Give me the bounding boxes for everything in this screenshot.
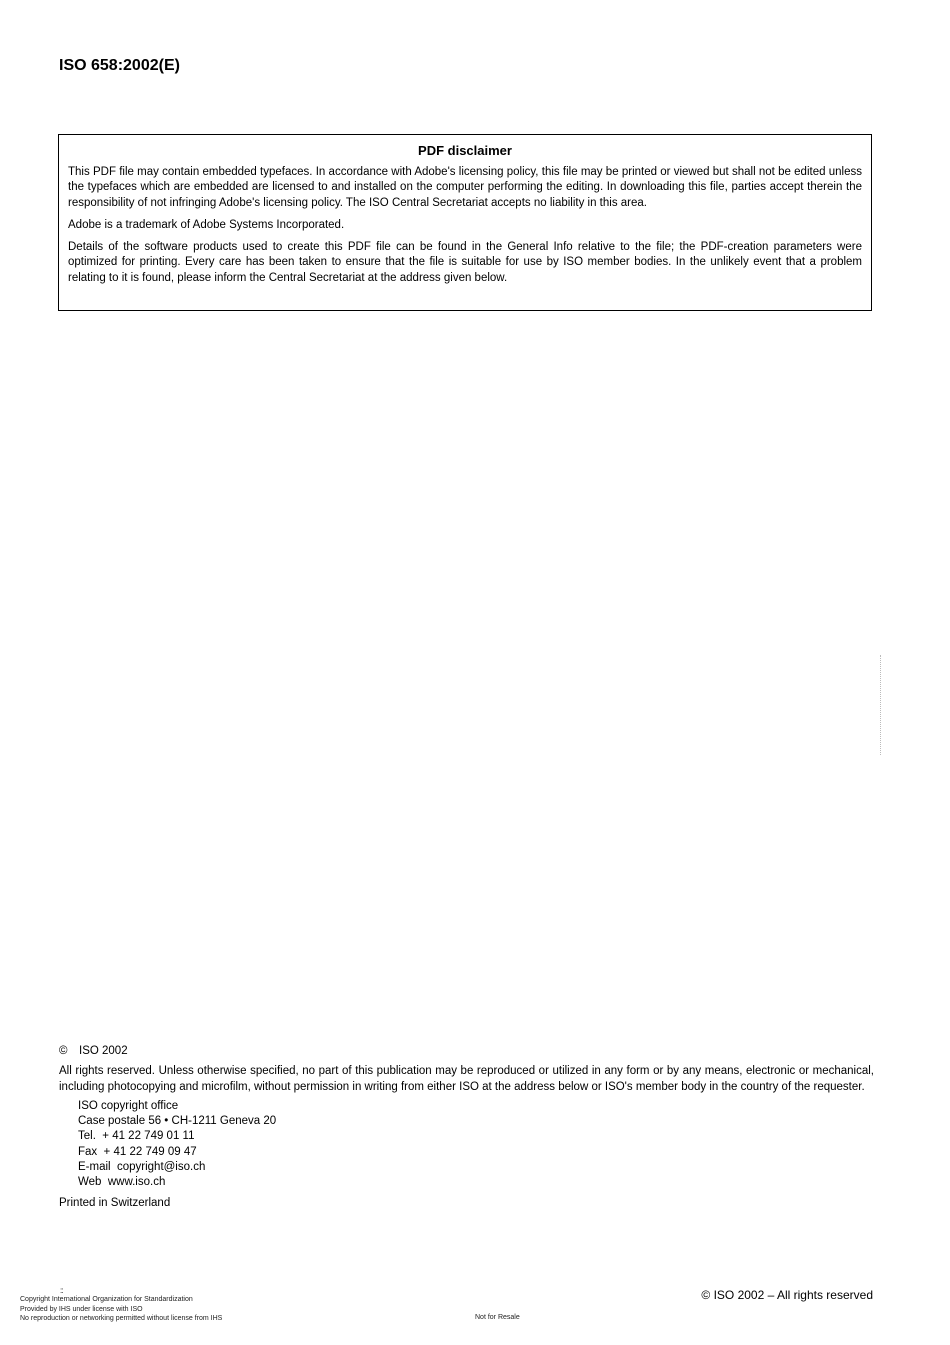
- document-id-header: ISO 658:2002(E): [59, 57, 180, 74]
- copyright-symbol: ©: [59, 1045, 68, 1057]
- printed-location: Printed in Switzerland: [59, 1196, 171, 1209]
- footer-license-line-2: Provided by IHS under license with ISO: [20, 1305, 143, 1313]
- copyright-block: [59, 1044, 874, 1211]
- disclaimer-paragraph-trademark: Adobe is a trademark of Adobe Systems Incorporated.: [68, 218, 345, 231]
- copyright-office-address: [78, 1099, 874, 1191]
- address-line-web: Web www.iso.ch: [78, 1176, 166, 1189]
- footer-dots-mark: ::: [60, 1286, 63, 1295]
- footer-license-notice: [20, 1287, 222, 1324]
- rights-statement: All rights reserved. Unless otherwise specified, no part of this publication may be reproduced or utilized in any form or by any means, electronic or mechanical, including photocopying and microfilm, without permission in writing from either ISO at the address below or ISO's member body in the country of the requester.: [59, 1065, 874, 1093]
- pdf-disclaimer-box: [58, 134, 872, 311]
- footer-copyright: © ISO 2002 – All rights reserved: [701, 1288, 873, 1302]
- copyright-year: ISO 2002: [79, 1045, 128, 1057]
- footer-license-line-1: Copyright International Organization for Standardization: [20, 1296, 193, 1303]
- address-line-email: E-mail copyright@iso.ch: [78, 1161, 206, 1174]
- address-line-postal: Case postale 56 • CH-1211 Geneva 20: [78, 1115, 277, 1128]
- disclaimer-paragraph-software: Details of the software products used to create this PDF file can be found in the General Info relative to the file; the PDF-creation parameters were optimized for printing. Every care has been taken to ensure that the file is suitable for use by ISO member bodies. In the unlikely event that a problem relating to it is found, please inform the Central Secretariat at the address given below.: [68, 241, 862, 284]
- address-line-tel: Tel. + 41 22 749 01 11: [78, 1130, 195, 1143]
- address-line-office: ISO copyright office: [78, 1099, 179, 1112]
- copyright-notice: [59, 1044, 874, 1059]
- margin-marks: [880, 655, 885, 755]
- address-line-fax: Fax + 41 22 749 09 47: [78, 1145, 197, 1158]
- disclaimer-title: PDF disclaimer: [418, 143, 512, 158]
- disclaimer-paragraph-typefaces: This PDF file may contain embedded typefaces. In accordance with Adobe's licensing policy, this file may be printed or viewed but shall not be edited unless the typefaces which are embedded are licensed to and installed on the computer performing the editing. In downloading this file, parties accept therein the responsibility of not infringing Adobe's licensing policy. The ISO Central Secretariat accepts no liability in this area.: [68, 166, 862, 209]
- footer-license-line-3: No reproduction or networking permitted without license from IHS: [20, 1315, 223, 1322]
- footer-not-for-resale: Not for Resale: [475, 1314, 520, 1321]
